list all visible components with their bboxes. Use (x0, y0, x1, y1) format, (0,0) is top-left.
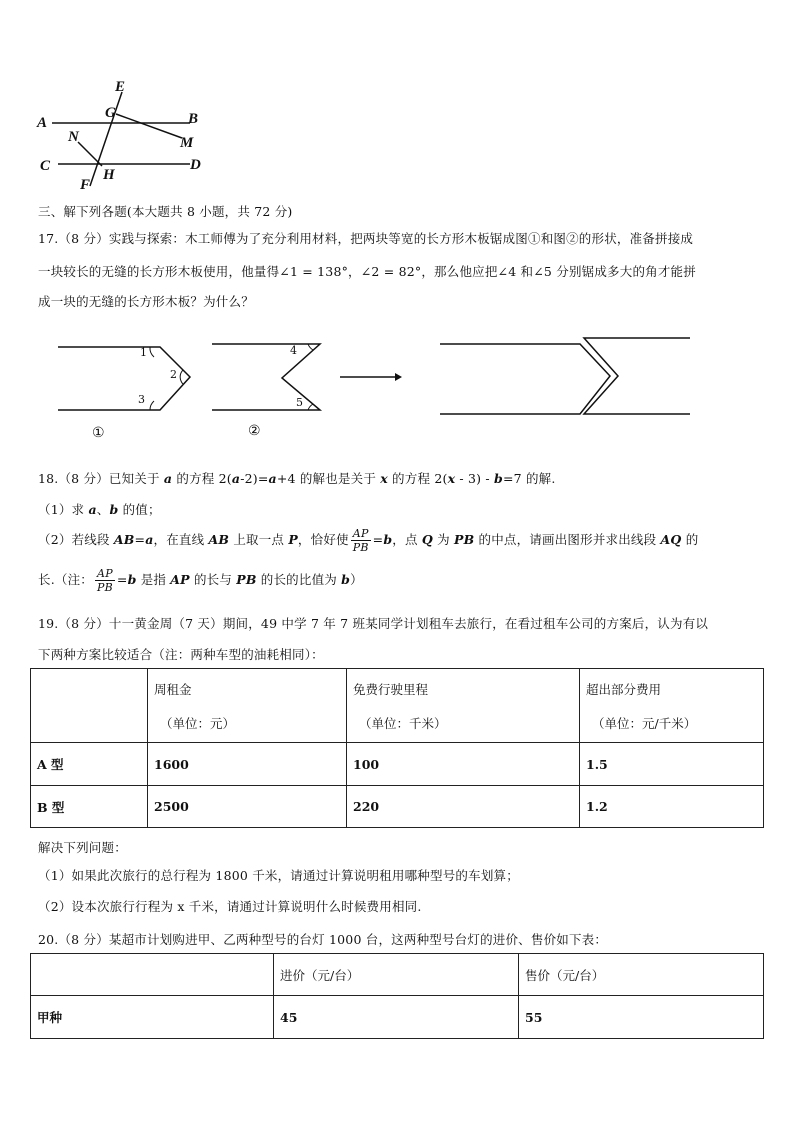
fraction-ap-pb-note: $\frac{AP}{PB}$ (96, 567, 113, 594)
header-sale-price: 售价（元/台） (519, 954, 764, 996)
label-N: N (68, 129, 79, 145)
rental-plan-table (30, 668, 764, 828)
q17-line2: 一块较长的无缝的长方形木板使用，他量得∠1 = 138°，∠2 = 82°，那么他应把∠4 和∠5 分别锯成多大的角才能拼 (38, 264, 696, 279)
section-title: 三、解下列各题(本大题共 8 小题，共 72 分) (38, 204, 293, 219)
wood-board-figures (50, 330, 700, 440)
cell-b-rent: 2500 (148, 786, 347, 828)
table-corner-cell (31, 669, 148, 743)
q19-part1: （1）如果此次旅行的总行程为 1800 千米，请通过计算说明租用哪种型号的车划算； (38, 868, 519, 883)
q20-line1: 20.（8 分）某超市计划购进甲、乙两种型号的台灯 1000 台，这两种型号台灯的进价、售价如下表： (38, 932, 608, 947)
label-F: F (80, 177, 91, 193)
cell-a-mileage: 100 (347, 743, 580, 786)
label-H: H (103, 167, 115, 183)
cell-b-mileage: 220 (347, 786, 580, 828)
lamp-price-table (30, 953, 764, 1039)
figure-2-caption: ② (248, 423, 261, 439)
label-E: E (115, 79, 126, 95)
header-purchase-price: 进价（元/台） (274, 954, 519, 996)
angle-2-label: 2 (170, 368, 178, 381)
table-row (31, 743, 764, 786)
q18-part2: （2）若线段 AB=a，在直线 AB 上取一点 P，恰好使 $\frac{AP}{PB}$ =b，点 Q 为 PB 的中点，请画出图形并求出线段 AQ 的 (38, 527, 699, 554)
label-C: C (40, 158, 51, 174)
q19-line1: 19.（8 分）十一黄金周（7 天）期间，49 中学 7 年 7 班某同学计划租车去旅行，在看过租车公司的方案后，认为有以 (38, 616, 709, 631)
label-G: G (105, 105, 116, 121)
row-label-a: A 型 (31, 743, 148, 786)
cell-jia-purchase: 45 (274, 996, 519, 1039)
angle-1-label: 1 (140, 346, 148, 359)
q18-part1: （1）求 a、b 的值； (38, 502, 161, 517)
label-D: D (190, 157, 201, 173)
table-header-row (31, 954, 764, 996)
q19-line2: 下两种方案比较适合（注：两种车型的油耗相同）： (38, 647, 324, 662)
figure-1-caption: ① (92, 425, 105, 441)
fraction-ap-pb: $\frac{AP}{PB}$ (352, 527, 369, 554)
angle-5-label: 5 (296, 396, 304, 409)
table-row (31, 996, 764, 1039)
cell-a-rent: 1600 (148, 743, 347, 786)
q19-part2: （2）设本次旅行行程为 x 千米，请通过计算说明什么时候费用相同. (38, 899, 422, 914)
cell-jia-sale: 55 (519, 996, 764, 1039)
table-row (31, 786, 764, 828)
cell-a-fee: 1.5 (580, 743, 764, 786)
label-M: M (180, 135, 194, 151)
angle-4-label: 4 (290, 344, 298, 357)
header-extra-fee: 超出部分费用 （单位：元/千米） (580, 669, 764, 743)
label-A: A (37, 115, 48, 131)
q18-line1: 18.（8 分）已知关于 a 的方程 2(a-2)=a+4 的解也是关于 x 的方程 2(x - 3) - b=7 的解. (38, 471, 556, 486)
table-header-row (31, 669, 764, 743)
table-corner-cell (31, 954, 274, 996)
q18-note: 长.（注： $\frac{AP}{PB}$ =b 是指 AP 的长与 PB 的长的比值为 b） (38, 567, 363, 594)
cell-b-fee: 1.2 (580, 786, 764, 828)
angle-3-label: 3 (138, 393, 146, 406)
label-B: B (188, 111, 199, 127)
header-free-mileage: 免费行驶里程 （单位：千米） (347, 669, 580, 743)
row-label-b: B 型 (31, 786, 148, 828)
q19-after: 解决下列问题： (38, 840, 127, 855)
header-weekly-rent: 周租金 （单位：元） (148, 669, 347, 743)
row-label-jia: 甲种 (31, 996, 274, 1039)
q17-line1: 17.（8 分）实践与探索：木工师傅为了充分利用材料，把两块等宽的长方形木板锯成图①和图②的形状，准备拼接成 (38, 231, 694, 246)
q17-line3: 成一块的无缝的长方形木板？为什么？ (38, 294, 254, 309)
